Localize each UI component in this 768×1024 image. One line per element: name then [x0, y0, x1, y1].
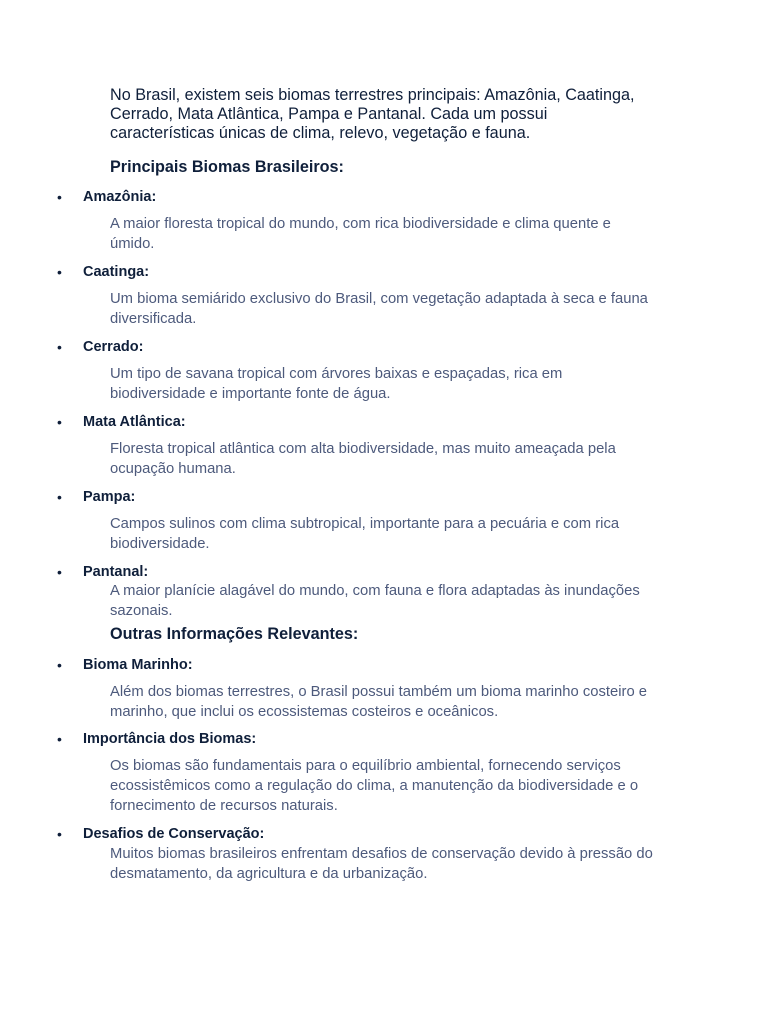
item-title: Bioma Marinho:: [83, 657, 193, 673]
item-title: Mata Atlântica:: [83, 414, 186, 430]
item-description: Um bioma semiárido exclusivo do Brasil, com vegetação adaptada à seca e fauna diversificada.: [110, 291, 648, 327]
bullet-icon: •: [57, 564, 62, 580]
bullet-icon: •: [57, 489, 62, 505]
item-title: Amazônia:: [83, 189, 157, 205]
item-title: Cerrado:: [83, 339, 144, 355]
item-description: A maior floresta tropical do mundo, com rica biodiversidade e clima quente e úmido.: [110, 216, 611, 252]
section-heading-outras-informacoes: Outras Informações Relevantes:: [110, 625, 359, 643]
bullet-icon: •: [57, 339, 62, 355]
intro-paragraph: No Brasil, existem seis biomas terrestres principais: Amazônia, Caatinga, Cerrado, Mata Atlântica, Pampa e Pantanal. Cada um possui características únicas de clima, relevo, vegetação e fauna.: [110, 86, 635, 142]
item-description: Um tipo de savana tropical com árvores baixas e espaçadas, rica em biodiversidade e importante fonte de água.: [110, 366, 563, 402]
bullet-icon: •: [57, 731, 62, 747]
item-description: Além dos biomas terrestres, o Brasil possui também um bioma marinho costeiro e marinho, que inclui os ecossistemas costeiros e oceânicos.: [110, 684, 648, 720]
bullet-icon: •: [57, 189, 62, 205]
item-description: A maior planície alagável do mundo, com fauna e flora adaptadas às inundações sazonais.: [110, 583, 640, 619]
section-heading-principais-biomas: Principais Biomas Brasileiros:: [110, 158, 344, 176]
bullet-icon: •: [57, 657, 62, 673]
bullet-icon: •: [57, 414, 62, 430]
bullet-icon: •: [57, 826, 62, 842]
item-description: Os biomas são fundamentais para o equilíbrio ambiental, fornecendo serviços ecossistêmicos como a regulação do clima, a manutenção da biodiversidade e o fornecimento de recursos naturais.: [110, 758, 639, 814]
item-title: Importância dos Biomas:: [83, 731, 257, 747]
item-title: Desafios de Conservação:: [83, 826, 265, 842]
item-title: Pantanal:: [83, 564, 149, 580]
bullet-icon: •: [57, 264, 62, 280]
item-title: Caatinga:: [83, 264, 150, 280]
item-description: Muitos biomas brasileiros enfrentam desafios de conservação devido à pressão do desmatamento, da agricultura e da urbanização.: [110, 846, 653, 882]
item-description: Floresta tropical atlântica com alta biodiversidade, mas muito ameaçada pela ocupação humana.: [110, 441, 616, 477]
item-title: Pampa:: [83, 489, 136, 505]
item-description: Campos sulinos com clima subtropical, importante para a pecuária e com rica biodiversidade.: [110, 516, 620, 552]
